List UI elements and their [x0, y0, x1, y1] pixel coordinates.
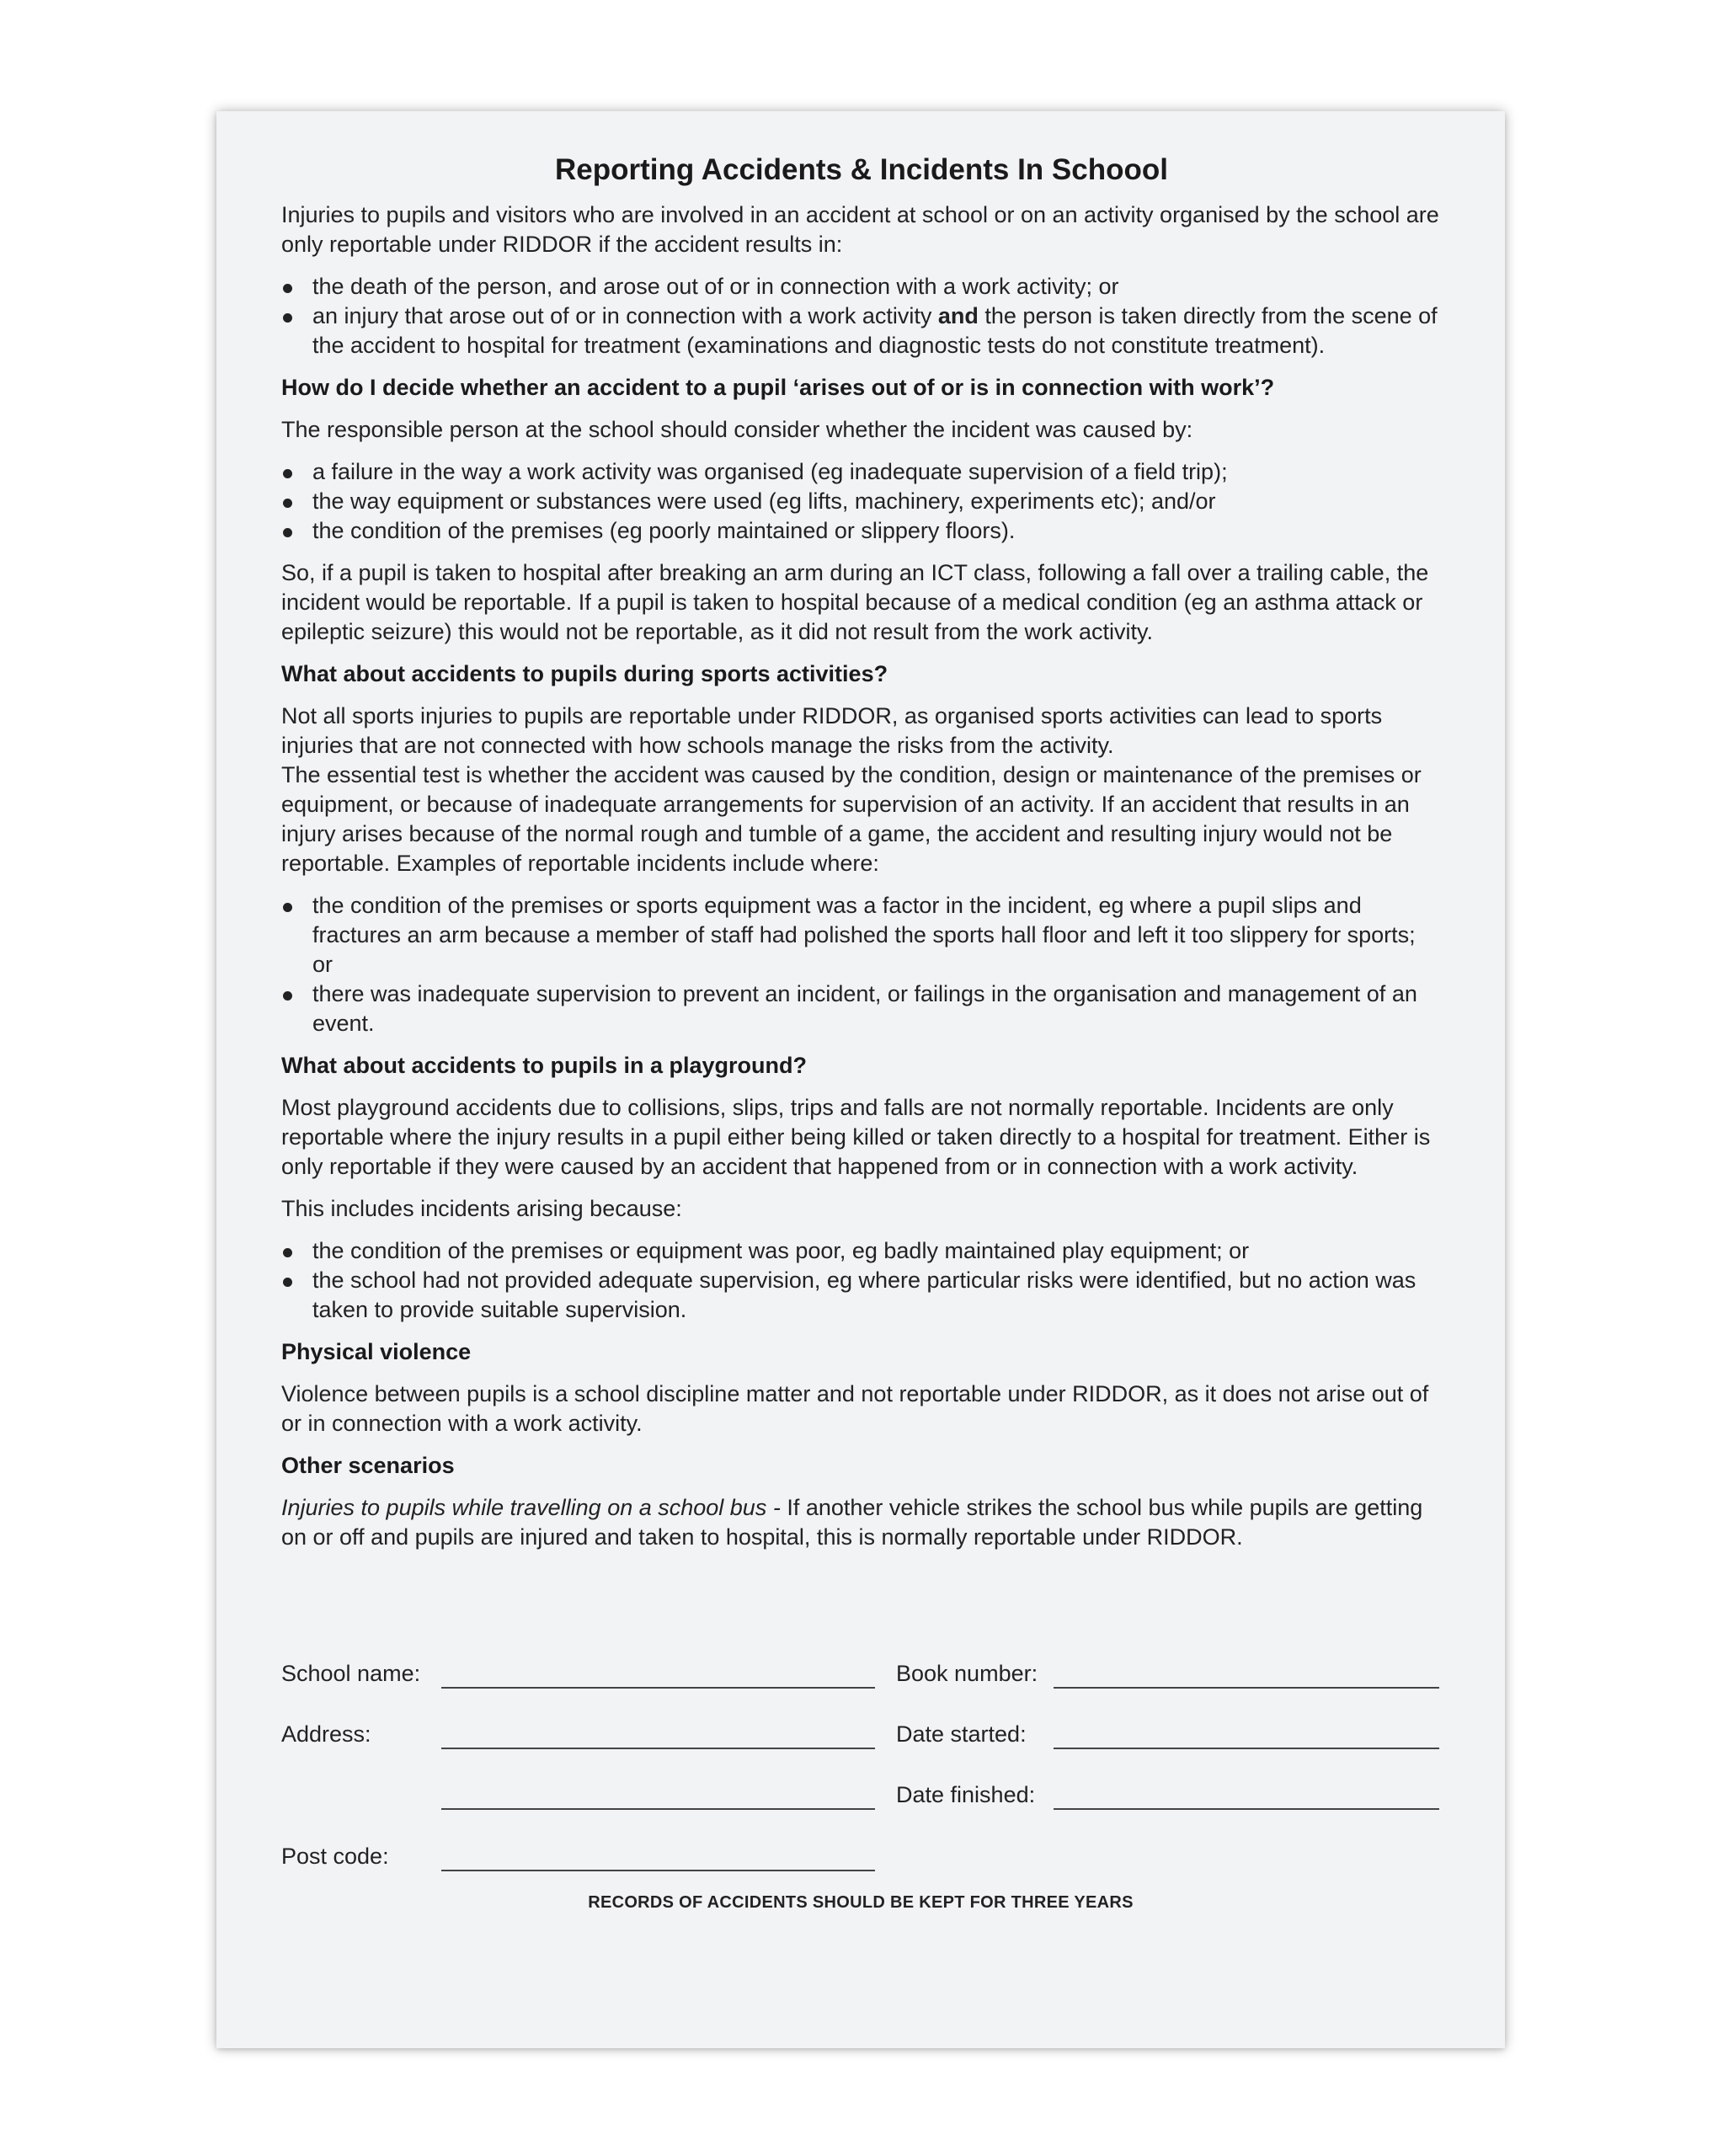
section-heading-violence: Physical violence — [281, 1339, 472, 1364]
section-paragraph: Most playground accidents due to collisions, slips, trips and falls are not normally reportable. Incidents are only reportable where the injury results in a pupil either being killed or taken directly to a hospital for treatment. Either is only reportable if they were caused by an accident that happened from or in connection with a work activity. — [281, 1095, 1431, 1179]
playground-bullet-list — [281, 1236, 1442, 1325]
section-lead: This includes incidents arising because: — [281, 1196, 682, 1221]
list-item: the condition of the premises (eg poorly maintained or slippery floors). — [281, 516, 1442, 546]
section-heading-playground: What about accidents to pupils in a playground? — [281, 1053, 808, 1078]
section-heading-sports: What about accidents to pupils during sports activities? — [281, 661, 888, 686]
list-item — [281, 302, 1442, 360]
page-title: Reporting Accidents & Incidents In Schoool — [555, 153, 1168, 186]
list-item: a failure in the way a work activity was organised (eg inadequate supervision of a field trip); — [281, 457, 1442, 487]
post-code-field[interactable] — [441, 1870, 875, 1871]
list-item: there was inadequate supervision to prevent an incident, or failings in the organisation and management of an event. — [281, 979, 1442, 1038]
work-bullet-list — [281, 457, 1442, 546]
italic-lead: Injuries to pupils while travelling on a school bus - — [281, 1495, 781, 1520]
bullet-text: an injury that arose out of or in connection with a work activity — [312, 303, 938, 328]
records-notice: RECORDS OF ACCIDENTS SHOULD BE KEPT FOR THREE YEARS — [588, 1893, 1134, 1912]
section-paragraph: So, if a pupil is taken to hospital after breaking an arm during an ICT class, following a fall over a trailing cable, the incident would be reportable. If a pupil is taken to hospital because of a medical condition (eg an asthma attack or epileptic seizure) this would not be reportable, as it did not result from the work activity. — [281, 560, 1429, 644]
list-item: the school had not provided adequate supervision, eg where particular risks were identified, but no action was taken to provide suitable supervision. — [281, 1266, 1442, 1325]
document-body — [281, 153, 1442, 1565]
details-form — [281, 1661, 1442, 1913]
date-finished-field[interactable] — [1054, 1808, 1439, 1810]
bullet-bold-text: and — [937, 303, 979, 328]
book-number-label: Book number: — [896, 1661, 1038, 1686]
school-name-label: School name: — [281, 1661, 421, 1686]
list-item: the way equipment or substances were used (eg lifts, machinery, experiments etc); and/or — [281, 487, 1442, 516]
address-field-line-1[interactable] — [441, 1748, 875, 1749]
paragraph-text: If another vehicle strikes the school bus while pupils are getting on or off and pupils are injured and taken to hospital, this is normally reportable under RIDDOR. — [281, 1495, 1423, 1550]
date-finished-label: Date finished: — [896, 1782, 1036, 1807]
list-item: the condition of the premises or equipment was poor, eg badly maintained play equipment; or — [281, 1236, 1442, 1266]
section-paragraph: Violence between pupils is a school discipline matter and not reportable under RIDDOR, as it does not arise out of or in connection with a work activity. — [281, 1381, 1429, 1436]
bullet-text: the person is taken directly from the scene of the accident to hospital for treatment (examinations and diagnostic tests do not constitute treatment). — [312, 303, 1438, 358]
list-item: the death of the person, and arose out of or in connection with a work activity; or — [281, 272, 1442, 302]
section-heading-other: Other scenarios — [281, 1453, 455, 1478]
date-started-field[interactable] — [1054, 1748, 1439, 1749]
intro-paragraph: Injuries to pupils and visitors who are involved in an accident at school or on an activity organised by the school are only reportable under RIDDOR if the accident results in: — [281, 202, 1439, 257]
document-page — [216, 111, 1505, 2048]
section-heading-work: How do I decide whether an accident to a pupil ‘arises out of or is in connection with work’? — [281, 375, 1275, 400]
list-item: the condition of the premises or sports equipment was a factor in the incident, eg where a pupil slips and fractures an arm because a member of staff had polished the sports hall floor and left it too slippery for sports; or — [281, 891, 1442, 979]
address-field-line-2[interactable] — [441, 1808, 875, 1810]
book-number-field[interactable] — [1054, 1687, 1439, 1689]
sports-bullet-list — [281, 891, 1442, 1038]
section-paragraph — [281, 1493, 1442, 1552]
section-paragraph: Not all sports injuries to pupils are reportable under RIDDOR, as organised sports activities can lead to sports injuries that are not connected with how schools manage the risks from the activity. — [281, 703, 1383, 758]
post-code-label: Post code: — [281, 1844, 389, 1869]
section-lead: The responsible person at the school should consider whether the incident was caused by: — [281, 417, 1193, 442]
date-started-label: Date started: — [896, 1721, 1027, 1747]
address-label: Address: — [281, 1721, 371, 1747]
section-paragraph: The essential test is whether the accident was caused by the condition, design or maintenance of the premises or equipment, or because of inadequate arrangements for supervision of an activity. If an accident that results in an injury arises because of the normal rough and tumble of a game, the accident and resulting injury would not be reportable. Examples of reportable incidents include where: — [281, 762, 1422, 876]
school-name-field[interactable] — [441, 1687, 875, 1689]
intro-bullet-list — [281, 272, 1442, 360]
